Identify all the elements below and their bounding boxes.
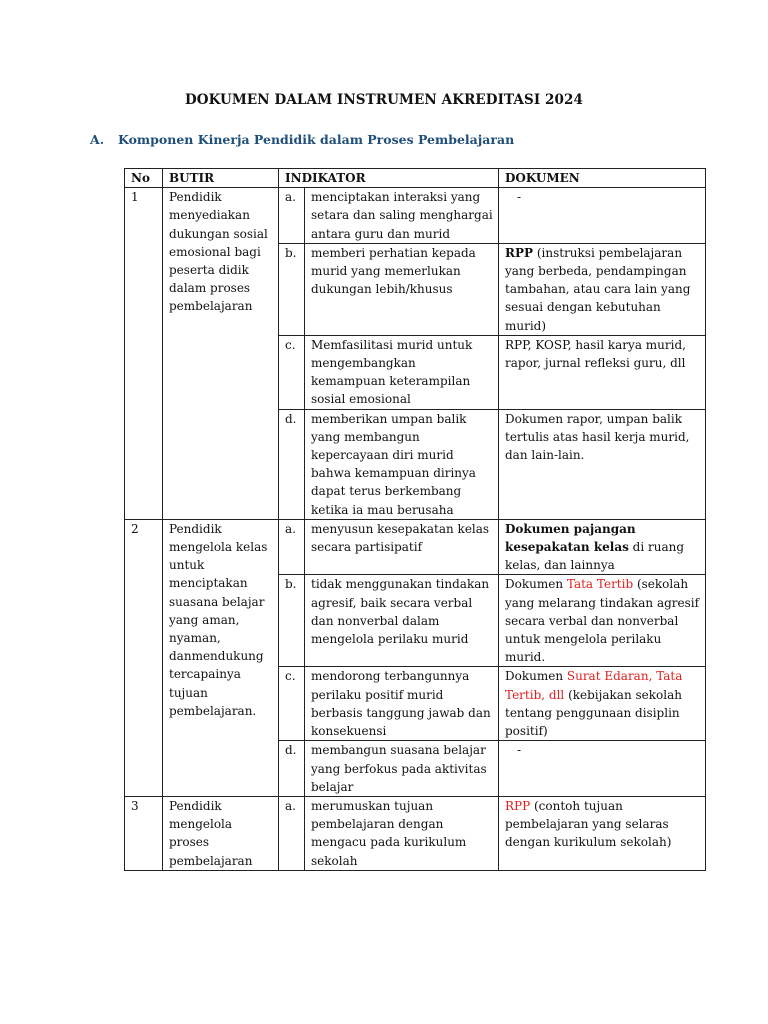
cell-dokumen — [499, 409, 706, 519]
document-title: DOKUMEN DALAM INSTRUMEN AKREDITASI 2024 — [184, 92, 584, 108]
kinerja-table — [124, 168, 706, 871]
dokumen-text: Dokumen — [505, 669, 567, 684]
cell-butir — [163, 796, 279, 870]
cell-indikator: menciptakan interaksi yang setara dan saling menghargai antara guru dan murid — [305, 188, 499, 244]
cell-indikator-letter: b. — [279, 243, 305, 335]
cell-dokumen — [499, 796, 706, 870]
cell-indikator: memberi perhatian kepada murid yang memerlukan dukungan lebih/khusus — [305, 243, 499, 335]
dokumen-highlight: Surat Edaran, Tata Tertib, dll — [505, 669, 683, 702]
cell-dokumen — [499, 741, 706, 797]
cell-dokumen — [499, 575, 706, 667]
cell-indikator-letter: d. — [279, 741, 305, 797]
dokumen-text: (contoh tujuan pembelajaran yang selaras dengan kurikulum sekolah) — [505, 798, 672, 850]
dokumen-bold: Dokumen pajangan kesepakatan kelas — [505, 521, 636, 555]
dokumen-text: (instruksi pembelajaran yang berbeda, pendampingan tambahan, atau cara lain yang sesuai dengan kebutuhan murid) — [505, 245, 691, 333]
table-body — [125, 188, 706, 871]
cell-butir — [163, 188, 279, 520]
dokumen-bold: RPP — [505, 245, 534, 260]
butir-text: Pendidik mengelola kelas untuk menciptakan suasana belajar yang aman, nyaman, danmendukung tercapainya tujuan pembelajaran. — [169, 521, 268, 718]
dokumen-text: di ruang kelas, dan lainnya — [505, 540, 685, 573]
cell-no: 1 — [125, 188, 163, 520]
cell-indikator-letter: d. — [279, 409, 305, 519]
cell-indikator-letter: b. — [279, 575, 305, 667]
cell-no: 3 — [125, 796, 163, 870]
cell-indikator: merumuskan tujuan pembelajaran dengan mengacu pada kurikulum sekolah — [305, 796, 499, 870]
dokumen-text: Dokumen rapor, umpan balik tertulis atas hasil kerja murid, dan lain-lain. — [505, 411, 690, 463]
cell-indikator: membangun suasana belajar yang berfokus pada aktivitas belajar — [305, 741, 499, 797]
cell-dokumen — [499, 519, 706, 575]
cell-indikator: Memfasilitasi murid untuk mengembangkan kemampuan keterampilan sosial emosional — [305, 335, 499, 409]
dokumen-text: Dokumen — [505, 577, 567, 592]
dokumen-text: (sekolah yang melarang tindakan agresif secara verbal dan nonverbal untuk mengelola perilaku murid. — [505, 577, 700, 665]
cell-indikator: mendorong terbangunnya perilaku positif murid berbasis tanggung jawab dan konsekuensi — [305, 667, 499, 741]
cell-dokumen — [499, 667, 706, 741]
table-row — [125, 188, 706, 244]
section-heading — [90, 132, 514, 147]
cell-indikator-letter: c. — [279, 335, 305, 409]
dokumen-text: - — [517, 743, 522, 758]
butir-text: Pendidik mengelola proses pembelajaran — [169, 798, 253, 868]
cell-no: 2 — [125, 519, 163, 796]
dokumen-highlight: RPP — [505, 798, 531, 813]
dokumen-text: (kebijakan sekolah tentang penggunaan disiplin positif) — [505, 687, 682, 739]
cell-indikator-letter: a. — [279, 188, 305, 244]
header-indikator: INDIKATOR — [279, 169, 499, 188]
cell-dokumen — [499, 243, 706, 335]
dokumen-text: RPP, KOSP, hasil karya murid, rapor, jurnal refleksi guru, dll — [505, 337, 686, 371]
butir-text: Pendidik menyediakan dukungan sosial emosional bagi peserta didik dalam proses pembelajaran — [169, 190, 268, 314]
cell-indikator: tidak menggunakan tindakan agresif, baik secara verbal dan nonverbal dalam mengelola perilaku murid — [305, 575, 499, 667]
cell-dokumen — [499, 188, 706, 244]
dokumen-text: - — [517, 190, 522, 205]
header-no: No — [125, 169, 163, 188]
dokumen-highlight: Tata Tertib — [566, 577, 634, 592]
section-title: Komponen Kinerja Pendidik dalam Proses Pembelajaran — [118, 132, 515, 147]
cell-dokumen — [499, 335, 706, 409]
cell-indikator: memberikan umpan balik yang membangun kepercayaan diri murid bahwa kemampuan dirinya dapat terus berkembang ketika ia mau berusaha — [305, 409, 499, 519]
cell-indikator-letter: c. — [279, 667, 305, 741]
cell-indikator-letter: a. — [279, 519, 305, 575]
header-butir: BUTIR — [163, 169, 279, 188]
header-dokumen: DOKUMEN — [499, 169, 706, 188]
cell-butir — [163, 519, 279, 796]
table-header-row — [125, 169, 706, 188]
cell-indikator-letter: a. — [279, 796, 305, 870]
table-row — [125, 796, 706, 870]
table-row — [125, 519, 706, 575]
section-letter: A. — [90, 132, 105, 147]
cell-indikator: menyusun kesepakatan kelas secara partisipatif — [305, 519, 499, 575]
